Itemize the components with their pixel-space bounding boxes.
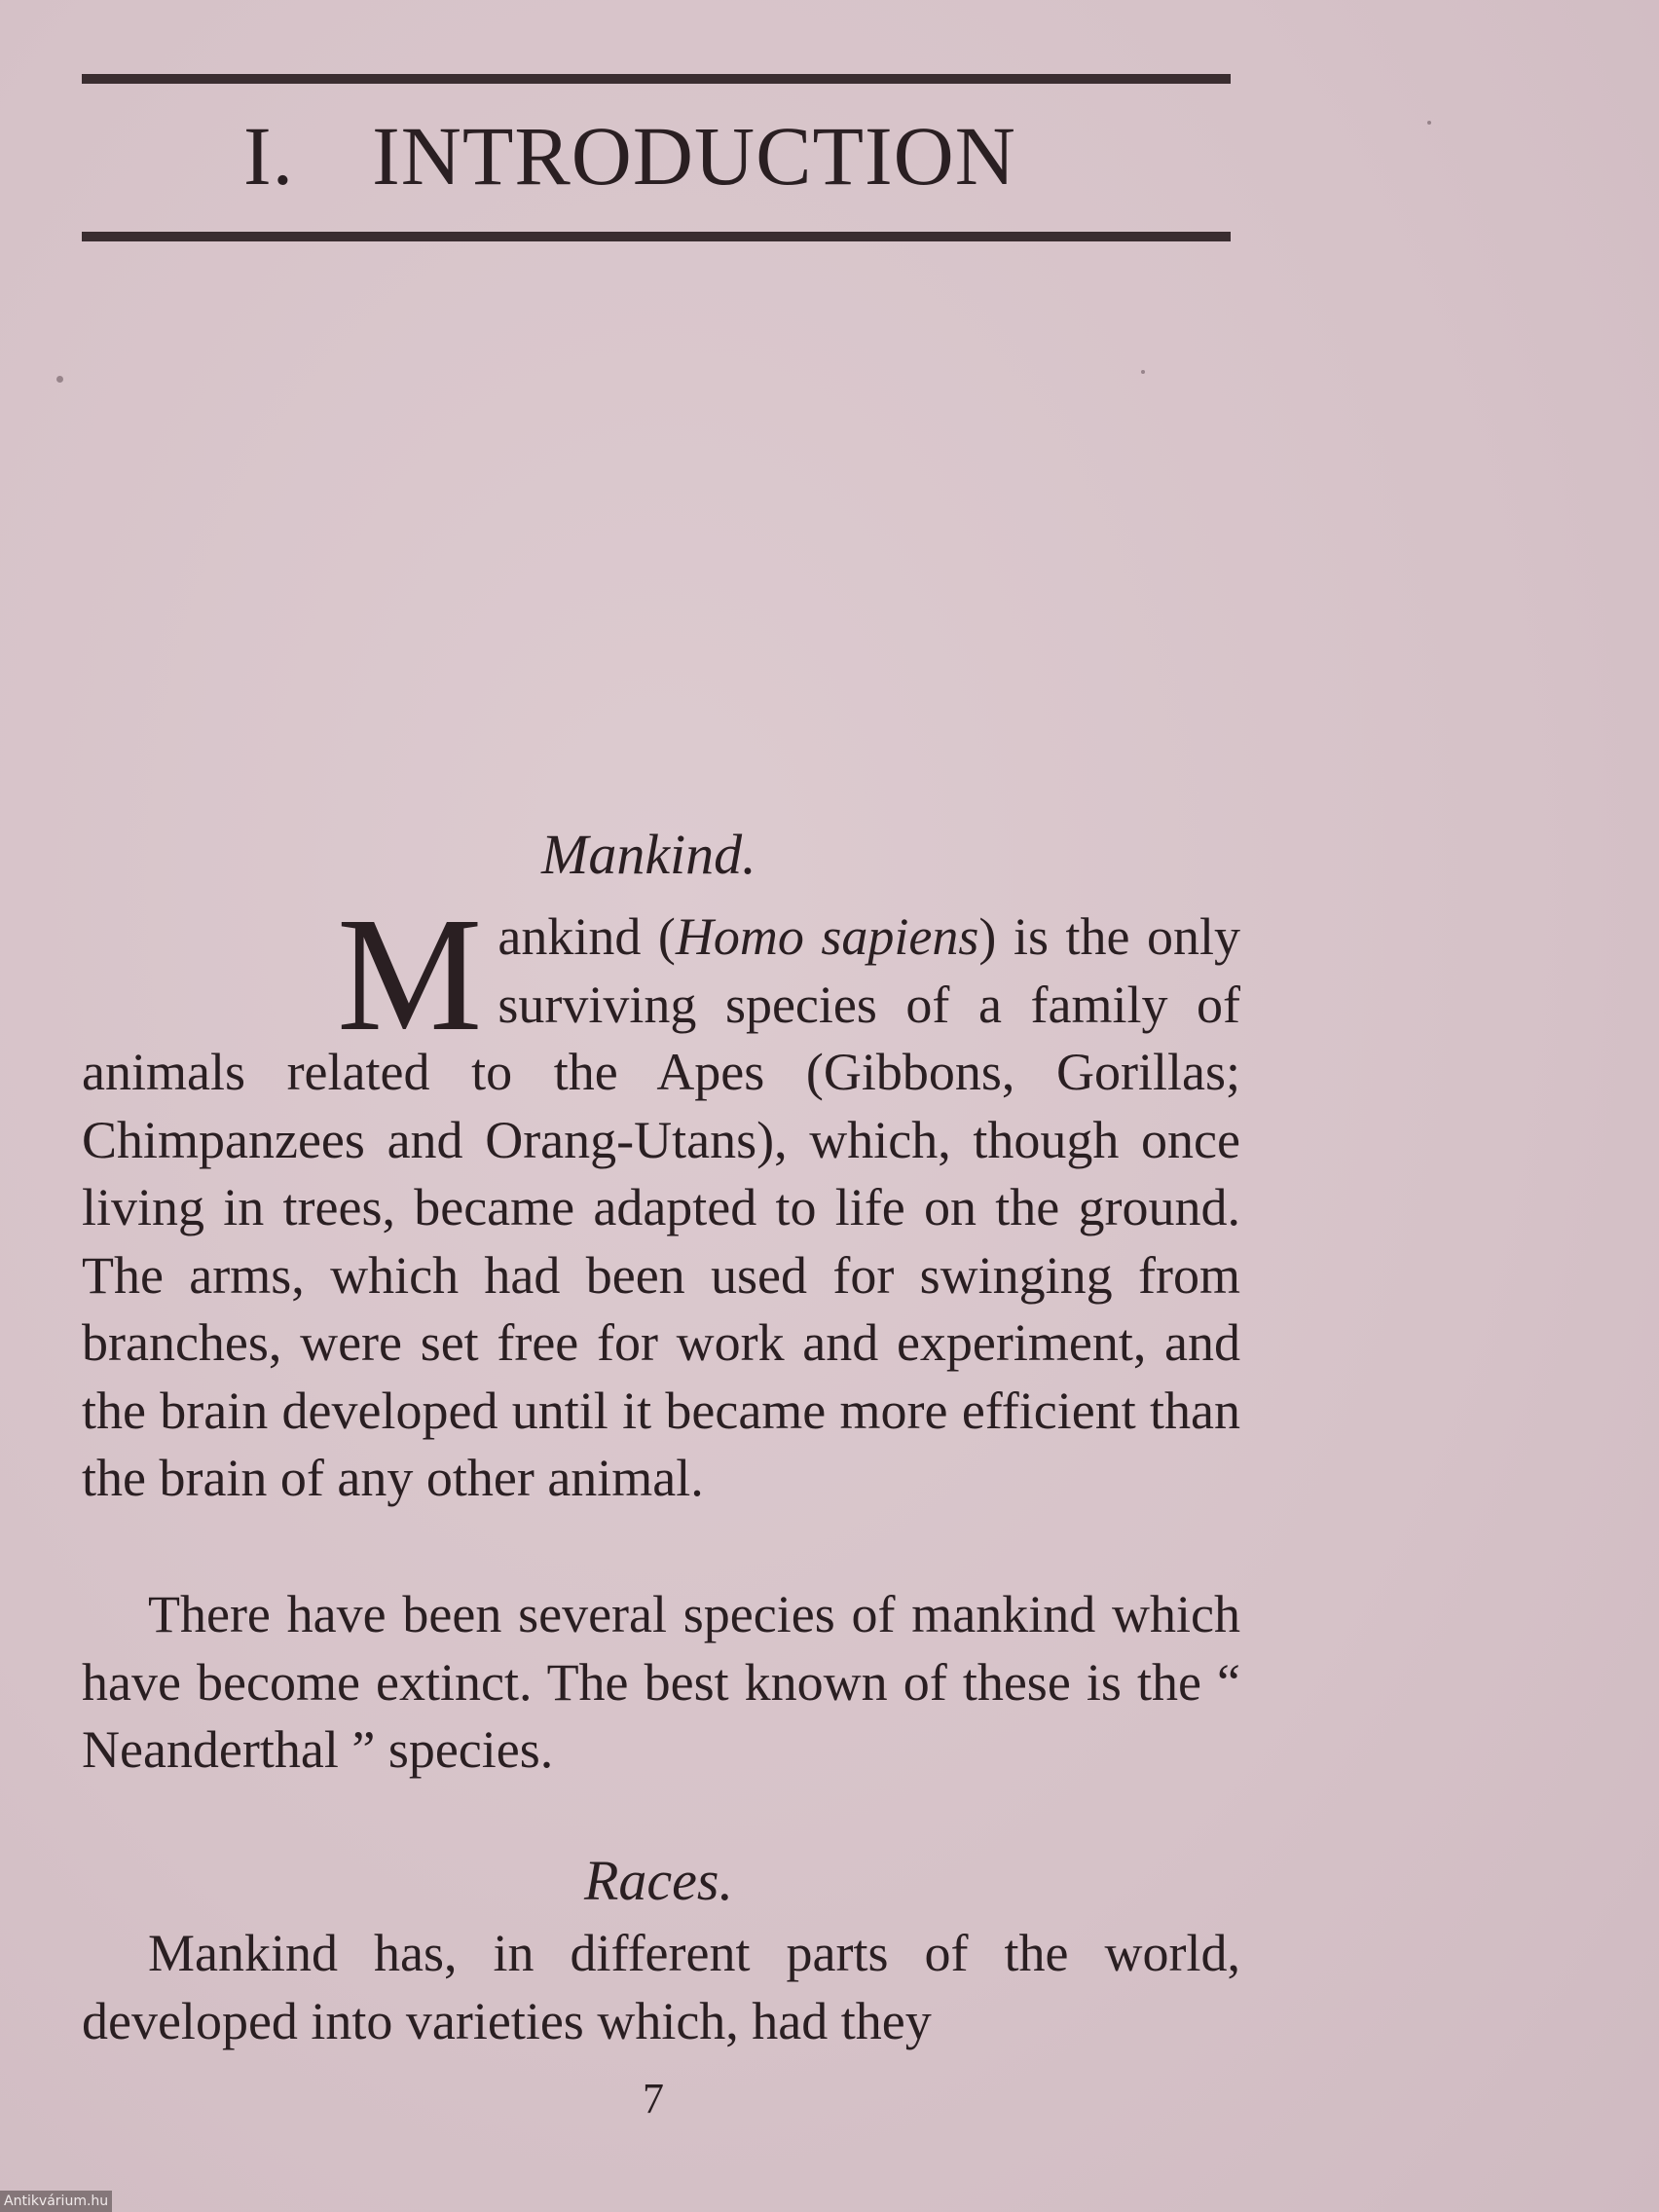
paragraph-extinct-species: There have been several species of mankind which have become extinct. The best known of these is the “ Neanderthal ” species. [82, 1585, 1240, 1779]
chapter-number: I. [243, 109, 295, 203]
section-heading-races: Races. [584, 1849, 733, 1912]
paper-speck [56, 376, 63, 383]
paragraph-mankind-intro [82, 884, 1240, 1513]
paper-speck [1141, 370, 1145, 374]
top-rule [82, 74, 1231, 84]
chapter-title-text: INTRODUCTION [372, 109, 1016, 203]
paragraph-rest: ) is the only surviving species of a family of animals related to the Apes (Gibbons, Gorillas; Chimpanzees and Orang-Utans), which, though once living in trees, became adapted to life on the ground. The arms, which had been used for swinging from branches, were set free for work and experiment, and the brain developed until it became more efficient than the brain of any other animal. [82, 907, 1240, 1507]
section-heading-mankind: Mankind. [541, 823, 756, 886]
paper-speck [1427, 121, 1431, 125]
page-number: 7 [643, 2075, 664, 2122]
drop-cap: M [337, 884, 483, 1065]
paragraph-races: Mankind has, in different parts of the world, developed into varieties which, had they [82, 1924, 1240, 2050]
watermark: Antikvárium.hu [0, 2191, 112, 2212]
bottom-rule [82, 232, 1231, 241]
paragraph-lead: ankind ( [498, 907, 676, 966]
chapter-title [243, 107, 1016, 204]
species-name: Homo sapiens [675, 907, 979, 966]
